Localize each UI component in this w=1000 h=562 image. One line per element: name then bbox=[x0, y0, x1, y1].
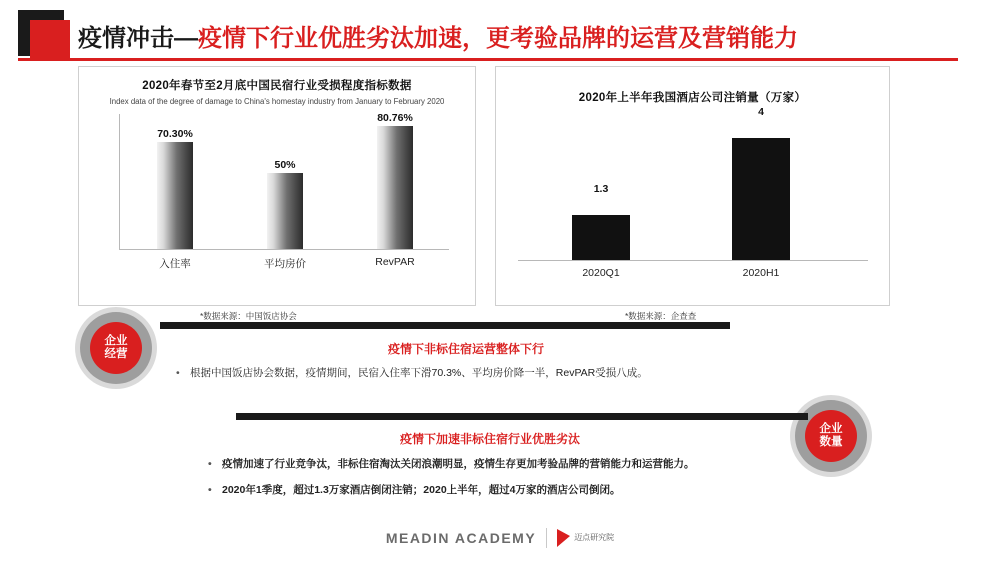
x-axis-right bbox=[518, 260, 868, 261]
badge-business-operation-line2: 经营 bbox=[104, 348, 128, 360]
bar-label-2020h1: 4 bbox=[758, 106, 764, 118]
cat-label-average-room-rate: 平均房价 bbox=[264, 258, 306, 270]
section-1-bullet-1 bbox=[176, 365, 648, 380]
x-axis-left bbox=[119, 249, 449, 250]
section-2-bullet-2 bbox=[208, 482, 621, 497]
header-red-square bbox=[30, 20, 70, 60]
bar-occupancy-rate bbox=[157, 142, 193, 249]
bullet-dot-icon: • bbox=[176, 367, 180, 379]
section-2-bullet-1-text: 疫情加速了行业竞争汰，非标住宿淘汰关闭浪潮明显，疫情生存更加考验品牌的营销能力和运营能力。 bbox=[222, 458, 695, 470]
badge-business-count-inner bbox=[805, 410, 857, 462]
chart-title-left: 2020年春节至2月底中国民宿行业受损程度指标数据 bbox=[142, 80, 412, 92]
badge-business-count-line2: 数量 bbox=[819, 436, 843, 448]
section-2-bullet-1 bbox=[208, 456, 695, 471]
badge-business-count-line1: 企业 bbox=[819, 422, 843, 435]
header-underline bbox=[18, 58, 958, 61]
section-1-bullet-1-text: 根据中国饭店协会数据，疫情期间，民宿入住率下滑70.3%、平均房价降一半，RevPAR受损八成。 bbox=[190, 367, 648, 379]
section-1-heading: 疫情下非标住宿运营整体下行 bbox=[388, 342, 545, 356]
bar-2020q1 bbox=[572, 215, 630, 260]
badge-business-count bbox=[795, 400, 867, 472]
bar-label-average-room-rate: 50% bbox=[274, 159, 296, 171]
cat-label-occupancy-rate: 入住率 bbox=[159, 258, 191, 270]
footer bbox=[0, 528, 1000, 548]
chart-panel-hotel-deregistration bbox=[495, 66, 890, 306]
bar-label-2020q1: 1.3 bbox=[593, 183, 609, 195]
y-axis-left bbox=[119, 114, 120, 249]
bar-revpar bbox=[377, 126, 413, 249]
chart-plot-left bbox=[79, 106, 475, 281]
cat-label-2020h1: 2020H1 bbox=[742, 267, 780, 279]
bar-label-revpar: 80.76% bbox=[377, 112, 413, 124]
bullet-dot-icon: • bbox=[208, 484, 212, 496]
badge-business-operation-inner bbox=[90, 322, 142, 374]
bar-average-room-rate bbox=[267, 173, 303, 249]
chart-title-right: 2020年上半年我国酒店公司注销量（万家） bbox=[578, 92, 807, 104]
chart-panel-homestay bbox=[78, 66, 476, 306]
bullet-dot-icon: • bbox=[208, 458, 212, 470]
section-2-bullet-2-text: 2020年1季度，超过1.3万家酒店倒闭注销；2020上半年，超过4万家的酒店公司倒闭。 bbox=[222, 484, 621, 496]
chart-subtitle-left: Index data of the degree of damage to China's homestay industry from January to February 2020 bbox=[109, 97, 445, 106]
footer-logo bbox=[557, 529, 614, 547]
badge-business-operation bbox=[80, 312, 152, 384]
section-1-bar bbox=[160, 322, 730, 329]
meadin-logo-icon bbox=[557, 529, 570, 547]
badge-business-operation-line1: 企业 bbox=[104, 334, 128, 347]
bar-label-occupancy-rate: 70.30% bbox=[157, 128, 193, 140]
chart-plot-right bbox=[496, 105, 889, 290]
section-2-heading: 疫情下加速非标住宿行业优胜劣汰 bbox=[400, 432, 581, 446]
page-title-highlight: 疫情下行业优胜劣汰加速，更考验品牌的运营及营销能力 bbox=[198, 25, 798, 52]
footer-logo-text: 迈点研究院 bbox=[574, 532, 615, 542]
bar-2020h1 bbox=[732, 138, 790, 260]
footer-brand: MEADIN ACADEMY bbox=[385, 530, 537, 546]
footer-divider bbox=[546, 528, 547, 548]
source-note-right: *数据来源：企查查 bbox=[625, 311, 697, 321]
cat-label-revpar: RevPAR bbox=[375, 256, 415, 268]
section-2-bar bbox=[236, 413, 808, 420]
page-title-prefix: 疫情冲击— bbox=[78, 25, 198, 52]
page-title bbox=[78, 18, 798, 53]
cat-label-2020q1: 2020Q1 bbox=[582, 267, 620, 279]
source-note-left: *数据来源：中国饭店协会 bbox=[200, 311, 297, 321]
